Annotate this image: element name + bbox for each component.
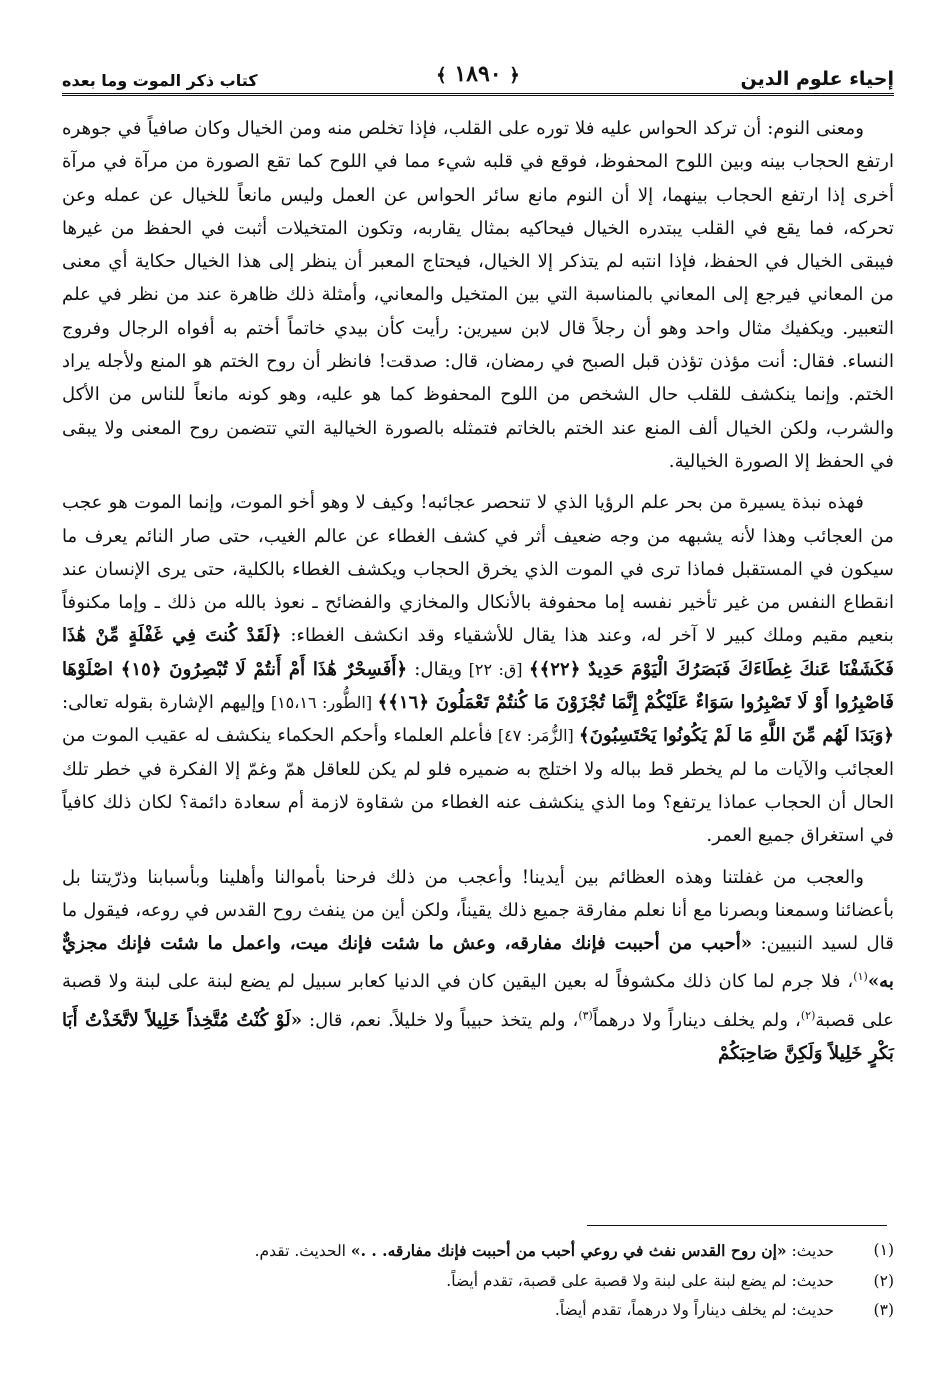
footnote-quote: «إن روح القدس نفث في روعي أحبب من أحببت فإنك مفارقه. . .» <box>350 1241 787 1260</box>
hadith-quote: «لَوْ كُنْتُ مُتَّخِذاً خَلِيلاً لاتَّخَذْتُ أَبَا بَكْرٍ خَلِيلاً وَلَكِنَّ صَاحِبَكُمْ <box>62 1009 894 1065</box>
footnote-label: حديث: <box>786 1242 834 1260</box>
paragraph-text: ويقال: <box>407 658 463 680</box>
quran-verse: ﴿وَبَدَا لَهُم مِّنَ اللَّهِ مَا لَمْ يَكُونُوا يَحْتَسِبُونَ﴾ <box>579 725 895 747</box>
footnote-tail: لم يخلف ديناراً ولا درهماً، تقدم أيضاً. <box>554 1301 787 1319</box>
paragraph-text: ، فلا جرم لما كان ذلك مكشوفاً له بعين اليقين كان في الدنيا كعابر سبيل لم يضع لبنة على لبنة ولا قصبة على قصبة <box>62 971 894 1031</box>
quran-verse: ﴿لَقَدْ كُنتَ فِي غَفْلَةٍ مِّنْ هَٰذَا فَكَشَفْنَا عَنكَ غِطَاءَكَ فَبَصَرُكَ الْيَوْمَ حَدِيدٌ ﴿٢٢﴾﴾ <box>62 625 894 680</box>
page-header <box>62 50 894 96</box>
footnote-number: (٢) <box>873 1271 894 1290</box>
paragraph-text: والعجب من غفلتنا وهذه العظائم بين أيدينا! وأعجب من ذلك فرحنا بأموالنا وأهلينا وبأسبابنا وذرّيتنا بل بأعضائنا وسمعنا وبصرنا مع أنا نعلم مفارقة جميع ذلك يقيناً، ولكن أين من ينفث روح القدس في روعه، فيقول ما قال لسيد النبيين: <box>62 866 894 955</box>
footnote-row <box>62 1296 894 1326</box>
footnote-label: حديث: <box>786 1301 834 1319</box>
footnote-marker: (٣) <box>578 1008 593 1022</box>
book-title: إحياء علوم الدين <box>740 68 894 90</box>
paragraph-text: ، ولم يتخذ حبيباً ولا خليلاً. نعم، قال: <box>302 1009 579 1031</box>
page-number <box>62 61 894 87</box>
footnote-text <box>255 1236 834 1267</box>
footnote-text <box>446 1267 834 1297</box>
main-text <box>62 112 894 1070</box>
footnote-tail: لم يضع لبنة على لبنة ولا قصبة على قصبة، تقدم أيضاً. <box>446 1271 787 1290</box>
footnote-tail: الحديث. تقدم. <box>254 1242 351 1260</box>
chapter-title: كتاب ذكر الموت وما بعده <box>62 71 258 90</box>
footnote-row <box>62 1236 894 1267</box>
paragraph-text: فأعلم العلماء وأحكم الحكماء ينكشف له عقيب الموت من العجائب والآيات ما لم يخطر قط بباله ولا اختلج به ضميره فلو لم يكن للعاقل همّ وغمّ إلا الفكرة في خطر تلك الحال أن الحجاب عماذا يرتفع؟ وما الذي ينكشف عنه الغطاء من شقاوة لازمة أم سعادة دائمة؟ لكان ذلك كافياً في استغراق جميع العمر. <box>62 725 894 847</box>
verse-reference: [الزُّمَر: ٤٧] <box>492 726 580 746</box>
ornament-right-icon: ﴿ <box>509 65 520 86</box>
verse-reference: [الطُّور: ١٥،١٦] <box>265 693 378 713</box>
paragraph-text: وإليهم الإشارة بقوله تعالى: <box>62 692 266 714</box>
footnote-divider <box>587 1225 887 1226</box>
paragraph-text: ، ولم يخلف ديناراً ولا درهماً <box>592 1009 801 1031</box>
paragraph <box>62 112 894 478</box>
verse-reference: [ق: ٢٢] <box>462 659 529 679</box>
page-number-text: ١٨٩٠ <box>454 61 502 87</box>
paragraph-text: ومعنى النوم: أن تركد الحواس عليه فلا توره على القلب، فإذا تخلص منه ومن الخيال وكان صافياً في جوهره ارتفع الحجاب بينه وبين اللوح المحفوظ، فوقع في قلبه شيء مما في اللوح كما تقع الصورة من مرآة في مرآة أخرى إذا ارتفع الحجاب بينهما، إلا أن النوم مانع سائر الحواس عن العمل وليس مانعاً للخيال عن عمله وعن تحركه، فما يقع في القلب يبتدره الخيال فيحاكيه بمثال يقاربه، وتكون المتخيلات أثبت في الحفظ من غيرها فيبقى الخيال في الحفظ، فإذا انتبه لم يتذكر إلا الخيال، فيحتاج المعبر أن ينظر إلى هذا الخيال حكاية أي معنى من المعاني فيرجع إلى المعاني بالمناسبة التي بين المتخيل والمعاني، وأمثلة ذلك ظاهرة عند من نظر في علم التعبير. ويكفيك مثال واحد وهو أن رجلاً قال لابن سيرين: رأيت كأن بيدي خاتماً أختم به أفواه الرجال وفروج النساء. فقال: أنت مؤذن تؤذن قبل الصبح في رمضان، قال: صدقت! فانظر أن روح الختم هو المنع ولأجله يراد الختم. وإنما ينكشف للقلب حال الشخص من اللوح المحفوظ كما هو عليه، وهو كونه مانعاً للناس من الأكل والشرب، ولكن الخيال ألف المنع عند الختم بالخاتم فتمثله بالصورة الخيالية التي تتضمن روح المعنى ولا يبقى في الحفظ إلا الصورة الخيالية. <box>62 118 894 472</box>
quran-verse: ﴿أَفَسِحْرٌ هَٰذَا أَمْ أَنتُمْ لَا تُبْصِرُونَ ﴿١٥﴾ اصْلَوْهَا فَاصْبِرُوا أَوْ لَا تَصْبِرُوا سَوَاءٌ عَلَيْكُمْ إِنَّمَا تُجْزَوْنَ مَا كُنتُمْ تَعْمَلُونَ ﴿١٦﴾﴾ <box>62 658 894 714</box>
footnote-marker: (٢) <box>800 1008 816 1022</box>
footnote-marker: (١) <box>853 970 868 984</box>
paragraph <box>62 486 894 852</box>
paragraph-text: فهذه نبذة يسيرة من بحر علم الرؤيا الذي لا تنحصر عجائبه! وكيف لا وهو أخو الموت، وإنما الموت هو عجب من العجائب وهذا لأنه يشبهه من وجه ضعيف أثر في كشف الغطاء عن عالم الغيب، حتى صار النائم يعرف ما سيكون في المستقبل فماذا ترى في الموت الذي يخرق الحجاب ويكشف الغطاء بالكلية، حتى يرى الإنسان عند انقطاع النفس من غير تأخير نفسه إما محفوفة بالأنكال والمخازي والفضائح ـ نعوذ بالله من ذلك ـ وإما مكنوفاً بنعيم مقيم وملك كبير لا آخر له، وعند هذا يقال للأشقياء وقد انكشف الغطاء: <box>62 492 894 647</box>
ornament-left-icon: ﴾ <box>436 65 447 86</box>
footnote-label: حديث: <box>786 1271 834 1290</box>
footnote-row <box>62 1267 894 1297</box>
paragraph <box>62 861 894 1071</box>
footnote-number: (١) <box>873 1241 894 1259</box>
footnote-number: (٣) <box>873 1301 894 1319</box>
footnote-text <box>555 1296 834 1326</box>
footnotes <box>62 1236 894 1326</box>
hadith-quote: «أحبب من أحببت فإنك مفارقه، وعش ما شئت فإنك ميت، واعمل ما شئت فإنك مجزيٌّ به» <box>62 933 894 993</box>
